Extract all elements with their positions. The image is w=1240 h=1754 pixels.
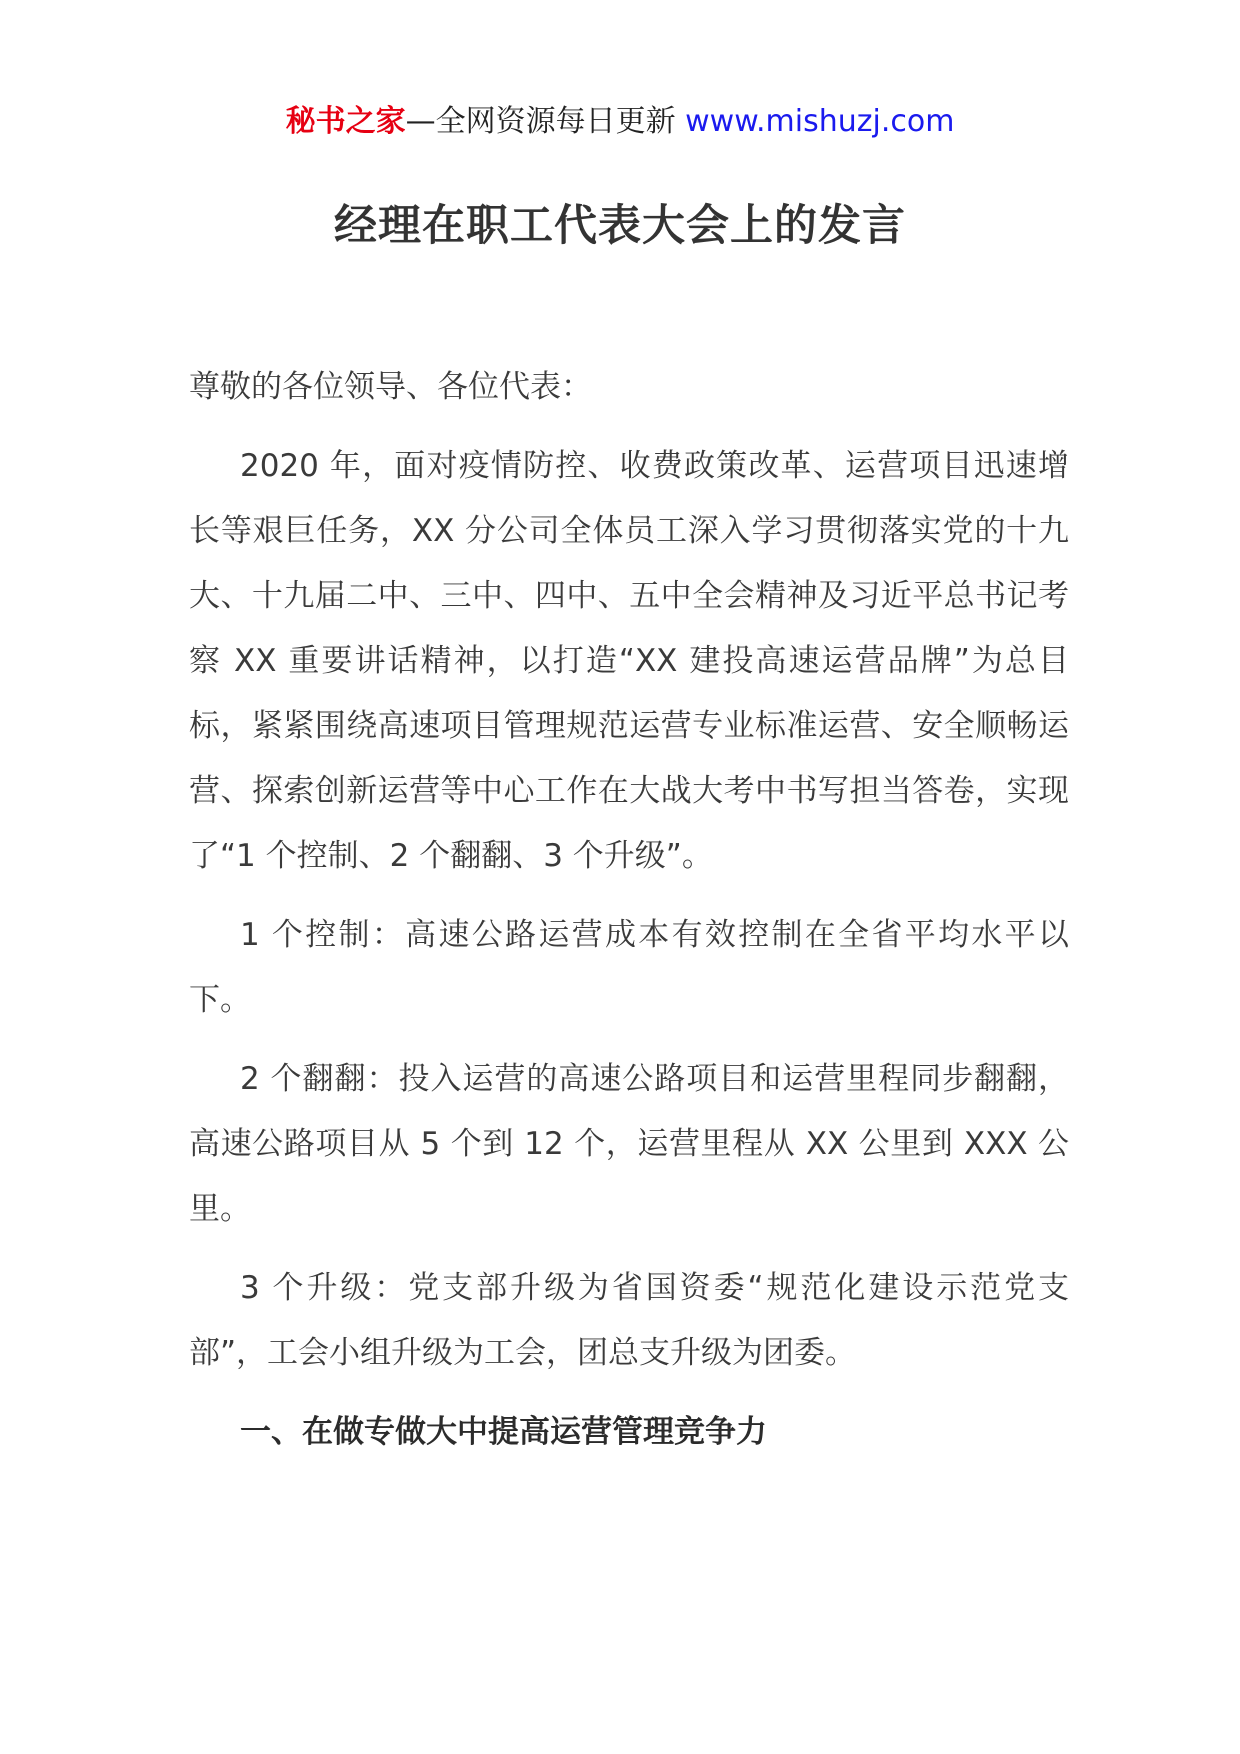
paragraph-double: 2 个翻翻：投入运营的高速公路项目和运营里程同步翻翻，高速公路项目从 5 个到 12 个，运营里程从 XX 公里到 XXX 公里。 xyxy=(189,1061,1069,1227)
paragraph-control: 1 个控制：高速公路运营成本有效控制在全省平均水平以下。 xyxy=(189,917,1069,1018)
header-brand: 秘书之家 xyxy=(285,104,406,139)
section-heading: 一、在做专做大中提高运营管理竞争力 xyxy=(240,1414,767,1450)
document-body xyxy=(189,355,1069,1479)
paragraph-upgrade: 3 个升级：党支部升级为省国资委“规范化建设示范党支部”，工会小组升级为工会，团总支升级为团委。 xyxy=(189,1270,1069,1371)
header-site-link[interactable]: www.mishuzj.com xyxy=(685,104,955,139)
paragraph-intro: 2020 年，面对疫情防控、收费政策改革、运营项目迅速增长等艰巨任务，XX 分公司全体员工深入学习贯彻落实党的十九大、十九届二中、三中、四中、五中全会精神及习近平总书记考察 XX 重要讲话精神，以打造“XX 建投高速运营品牌”为总目标，紧紧围绕高速项目管理规范运营专业标准运营、安全顺畅运营、探索创新运营等中心工作在大战大考中书写担当答卷，实现了“1 个控制、2 个翻翻、3 个升级”。 xyxy=(189,448,1069,874)
salutation: 尊敬的各位领导、各位代表： xyxy=(189,369,592,405)
header-tagline: —全网资源每日更新 xyxy=(405,104,686,139)
document-title: 经理在职工代表大会上的发言 xyxy=(334,201,906,251)
page-header xyxy=(0,100,1240,144)
